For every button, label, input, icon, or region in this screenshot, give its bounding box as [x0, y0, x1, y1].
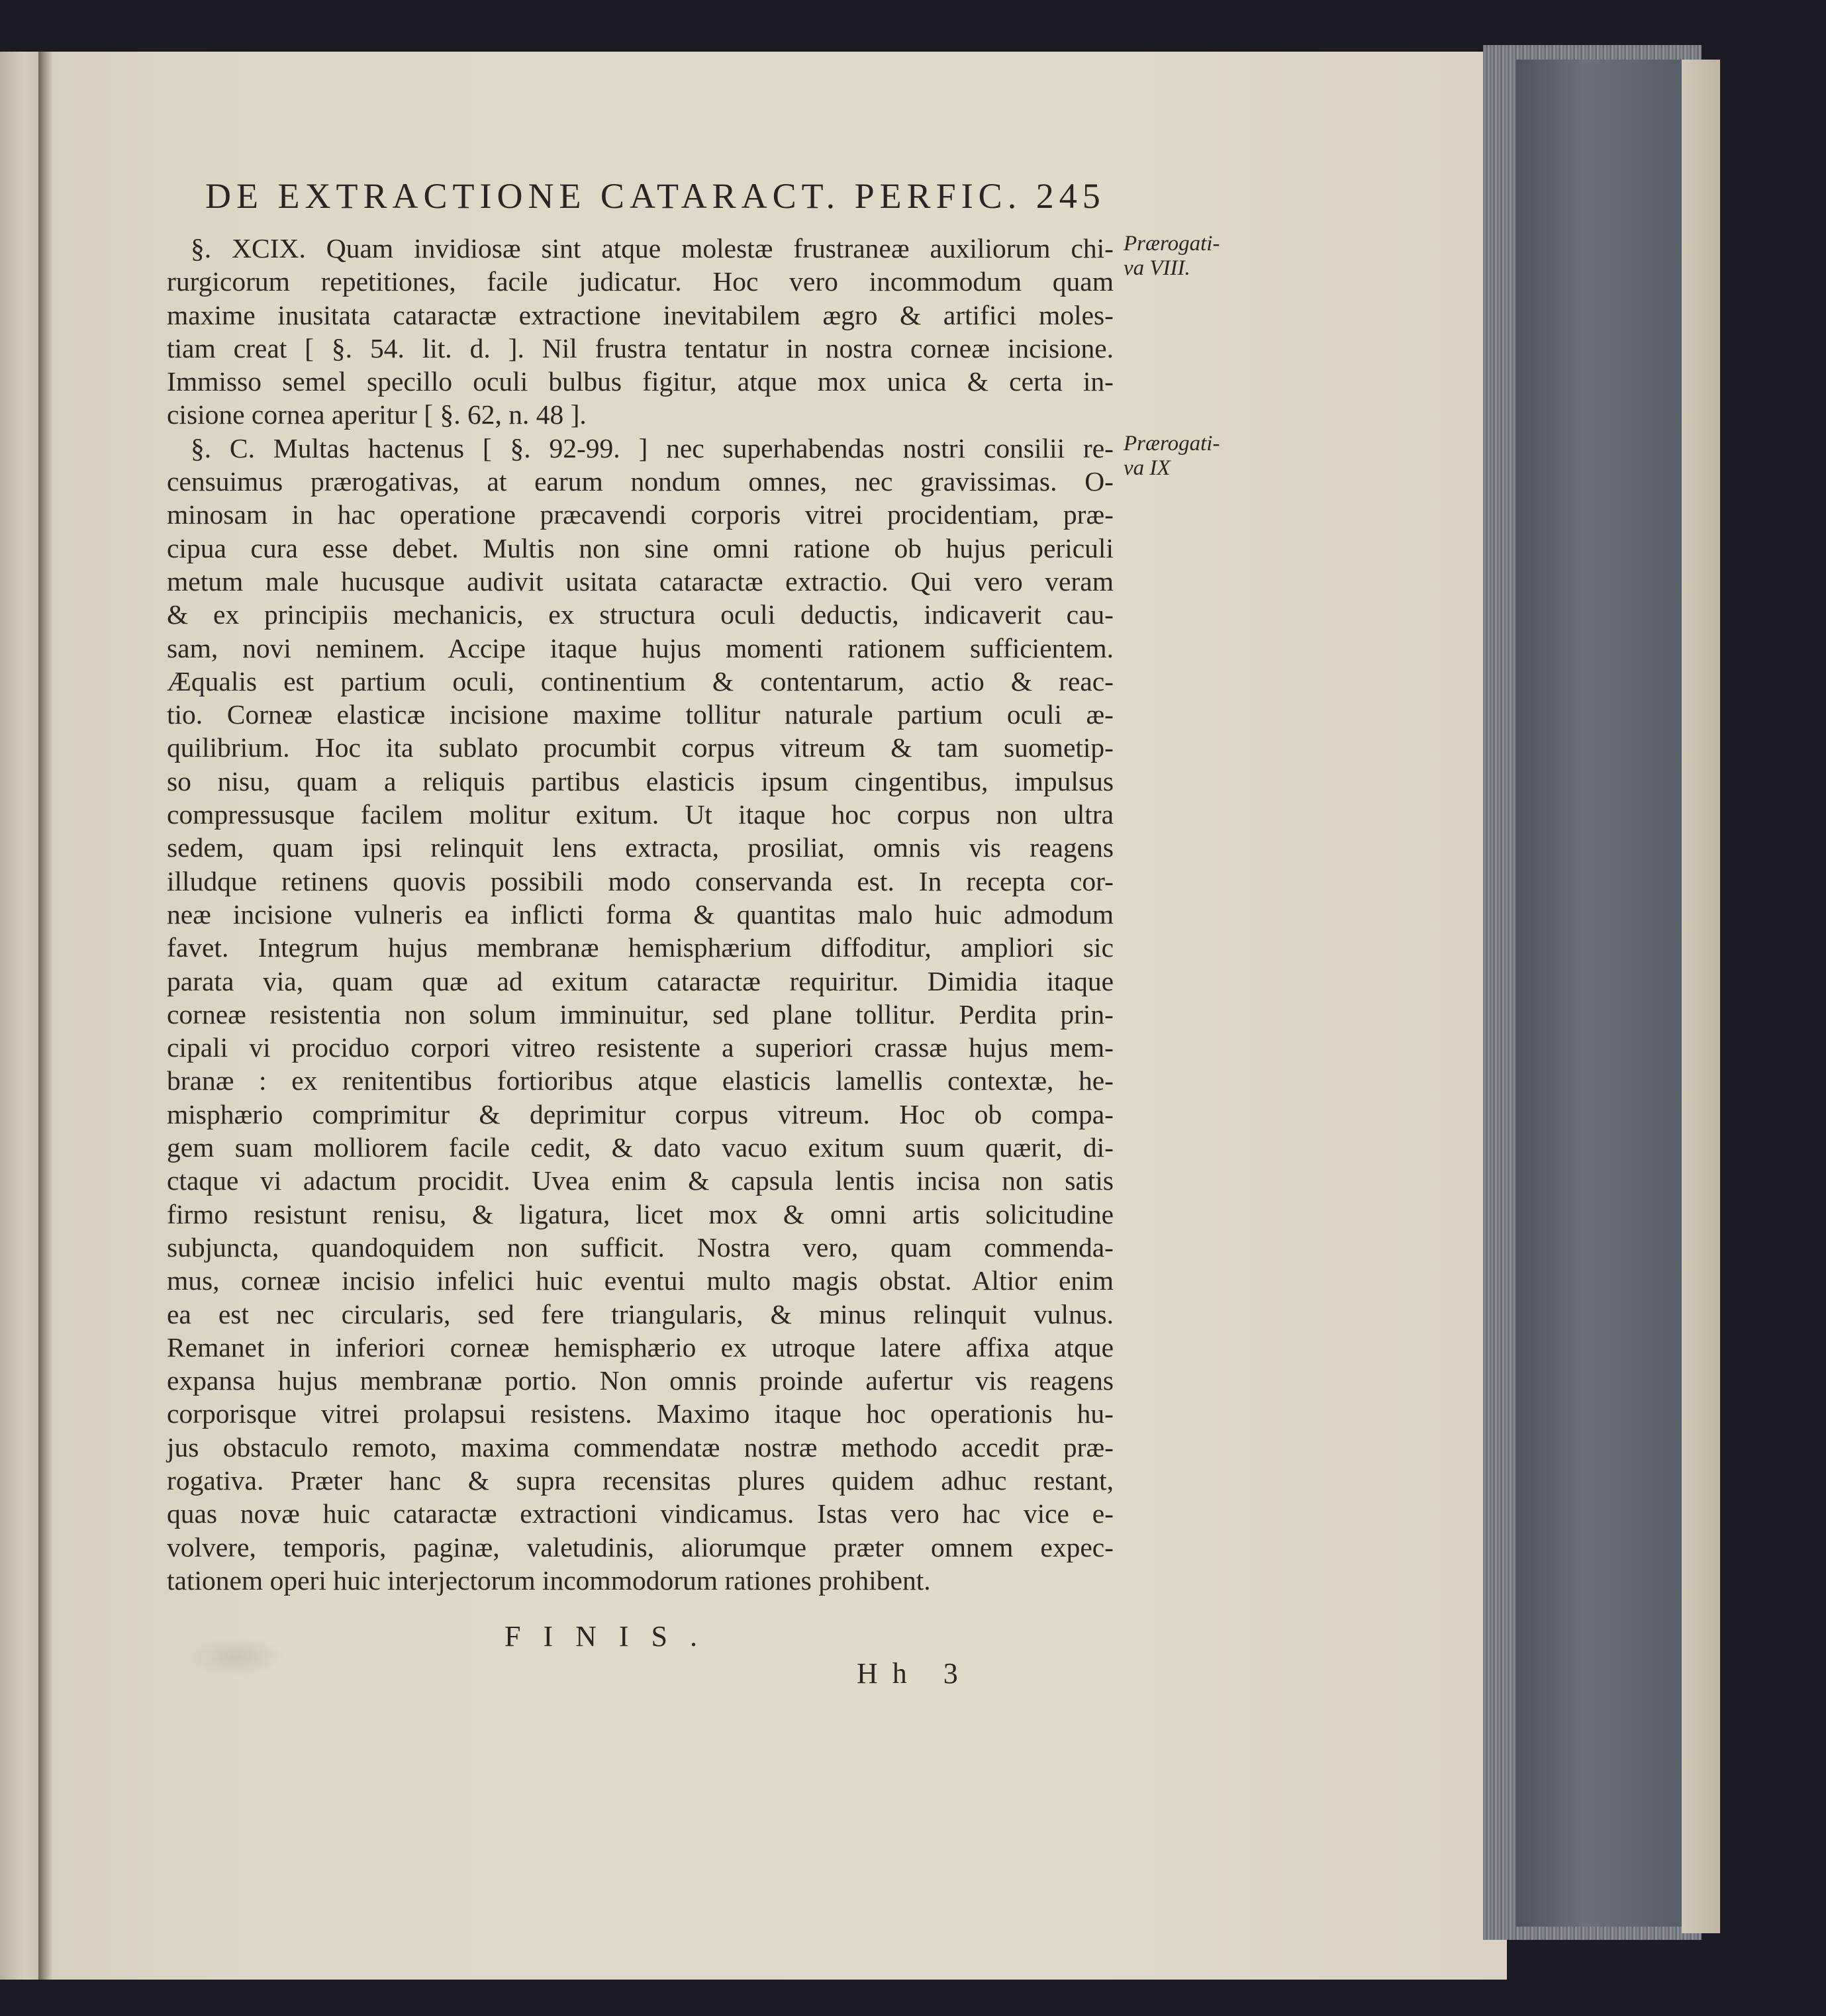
text-line: quas novæ huic cataractæ extractioni vindicamus. Istas vero hac vice e-: [167, 1498, 1114, 1529]
facing-page-edge: [0, 52, 41, 1980]
text-line: tationem operi huic interjectorum incommodorum rationes prohibent.: [167, 1564, 931, 1596]
text-line: quilibrium. Hoc ita sublato procumbit corpus vitreum & tam suometip-: [167, 732, 1114, 763]
text-line: expansa hujus membranæ portio. Non omnis proinde aufertur vis reagens: [167, 1365, 1114, 1396]
text-line: rogativa. Præter hanc & supra recensitas plures quidem adhuc restant,: [167, 1464, 1114, 1496]
text-line: metum male hucusque audivit usitata cataractæ extractio. Qui vero veram: [167, 565, 1114, 597]
text-line: cipali vi prociduo corpori vitreo resistente a superiori crassæ hujus mem-: [167, 1032, 1114, 1063]
text-line: cisione cornea aperitur [ §. 62, n. 48 ].: [167, 399, 587, 430]
text-line: branæ : ex renitentibus fortioribus atque elasticis lamellis contextæ, he-: [167, 1065, 1114, 1096]
text-line: Remanet in inferiori corneæ hemisphærio ex utroque latere affixa atque: [167, 1331, 1114, 1363]
text-line: corporisque vitrei prolapsui resistens. Maximo itaque hoc operationis hu-: [167, 1398, 1114, 1429]
text-line: jus obstaculo remoto, maxima commendatæ nostræ methodo accedit præ-: [167, 1431, 1114, 1463]
text-line: so nisu, quam a reliquis partibus elasticis ipsum cingentibus, impulsus: [167, 765, 1114, 796]
text-line: Æqualis est partium oculi, continentium & contentarum, actio & reac-: [167, 665, 1114, 696]
text-line: compressusque facilem molitur exitum. Ut itaque hoc corpus non ultra: [167, 799, 1114, 830]
text-line: Immisso semel specillo oculi bulbus figitur, atque mox unica & certa in-: [167, 366, 1114, 397]
text-line: cipua cura esse debet. Multis non sine omni ratione ob hujus periculi: [167, 532, 1114, 563]
body-text: [167, 232, 1114, 1597]
text-line: ctaque vi adactum procidit. Uvea enim & capsula lentis incisa non satis: [167, 1165, 1114, 1196]
text-line: illudque retinens quovis possibili modo conservanda est. In recepta cor-: [167, 865, 1114, 896]
text-line: & ex principiis mechanicis, ex structura oculi deductis, indicaverit cau-: [167, 599, 1114, 630]
text-line: tio. Corneæ elasticæ incisione maxime tollitur naturale partium oculi æ-: [167, 699, 1114, 730]
text-line: minosam in hac operatione præcavendi corporis vitrei procidentiam, præ-: [167, 499, 1114, 530]
text-line: mus, corneæ incisio infelici huic eventui multo magis obstat. Altior enim: [167, 1265, 1114, 1296]
signature-mark: Hh 3: [857, 1657, 973, 1690]
text-line: misphærio comprimitur & deprimitur corpus vitreum. Hoc ob compa-: [167, 1098, 1114, 1129]
text-line: neæ incisione vulneris ea inflicti forma & quantitas malo huic admodum: [167, 898, 1114, 930]
text-line: sam, novi neminem. Accipe itaque hujus momenti rationem sufficientem.: [167, 632, 1114, 663]
text-line: rurgicorum repetitiones, facile judicatur. Hoc vero incommodum quam: [167, 266, 1114, 297]
margin-note-1: Prærogati- va VIII.: [1124, 232, 1220, 280]
text-line: sedem, quam ipsi relinquit lens extracta, prosiliat, omnis vis reagens: [167, 832, 1114, 863]
ink-bleed-mark: [187, 1637, 286, 1676]
text-line: tiam creat [ §. 54. lit. d. ]. Nil frustra tentatur in nostra corneæ incisione.: [167, 332, 1114, 363]
text-line: censuimus prærogativas, at earum nondum omnes, nec gravissimas. O-: [167, 466, 1114, 497]
running-head: DE EXTRACTIONE CATARACT. PERFIC. 245: [205, 176, 1106, 216]
text-line: favet. Integrum hujus membranæ hemisphærium diffoditur, ampliori sic: [167, 932, 1114, 963]
book-gutter: [38, 52, 53, 1980]
text-line: firmo resistunt renisu, & ligatura, licet mox & omni artis solicitudine: [167, 1198, 1114, 1229]
text-line: ea est nec circularis, sed fere triangularis, & minus relinquit vulnus.: [167, 1298, 1114, 1329]
text-line: corneæ resistentia non solum imminuitur, sed plane tollitur. Perdita prin-: [167, 998, 1114, 1030]
text-line: §. C. Multas hactenus [ §. 92-99. ] nec superhabendas nostri consilii re-: [191, 432, 1114, 463]
text-line: maxime inusitata cataractæ extractione inevitabilem ægro & artifici moles-: [167, 299, 1114, 330]
finis-heading: FINIS.: [505, 1620, 720, 1653]
binding-edge: [1682, 60, 1720, 1933]
text-line: volvere, temporis, paginæ, valetudinis, aliorumque præter omnem expec-: [167, 1531, 1114, 1562]
text-line: subjuncta, quandoquidem non sufficit. Nostra vero, quam commenda-: [167, 1231, 1114, 1263]
text-line: gem suam molliorem facile cedit, & dato vacuo exitum suum quærit, di-: [167, 1132, 1114, 1163]
margin-note-2: Prærogati- va IX: [1124, 432, 1220, 480]
text-line: parata via, quam quæ ad exitum cataractæ requiritur. Dimidia itaque: [167, 965, 1114, 996]
page-block-shadow: [1516, 60, 1688, 1927]
text-line: §. XCIX. Quam invidiosæ sint atque molestæ frustraneæ auxiliorum chi-: [191, 233, 1114, 264]
